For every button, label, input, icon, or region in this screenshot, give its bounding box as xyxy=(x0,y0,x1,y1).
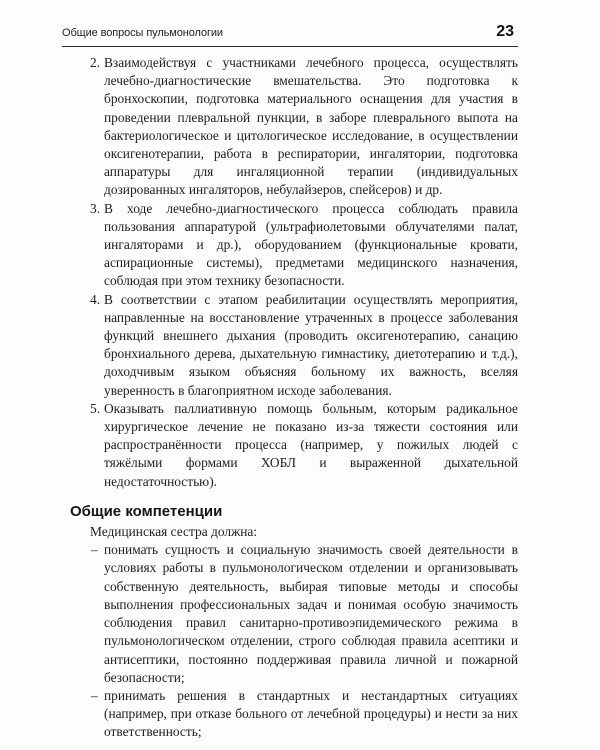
page-number: 23 xyxy=(496,23,514,40)
item-number: 2. xyxy=(90,55,101,70)
section-heading: Общие компетенции xyxy=(70,502,223,520)
item-text: понимать сущность и социальную значимость своей деятельности в условиях работы в пульмонологическом отделении и организовывать собственную деятельность, выбирая типовые методы и способы выполнения профессиональных задач и понимая особую значимость соблюдения правил санитарно-противоэпидемического режима в пульмонологическом отделении, строго соблюдая правила асептики и антисептики, постоянно поддерживая правила личной и пожарной безопасности; xyxy=(104,542,518,685)
list-item xyxy=(60,541,518,687)
dash-marker: – xyxy=(91,542,98,558)
dash-marker: – xyxy=(91,687,98,703)
item-text: В соответствии с этапом реабилитации осуществлять мероприятия, направленные на восстановление утраченных в процессе заболевания функций внешнего дыхания (проводить оксигенотерапию, санацию бронхиального дерева, дыхательную гимнастику, диетотерапию и т.д.), доходчивым языком объясняя больному их важность, вселяя уверенность в благоприятном исходе заболевания. xyxy=(104,291,518,398)
section-intro: Медицинская сестра должна: xyxy=(90,524,258,540)
item-text: Оказывать паллиативную помощь больным, которым радикальное хирургическое лечение не показано из-за тяжести состояния или распространённости процесса (например, у пожилых людей с тяжёлыми формами ХОБЛ и выраженной дыхательной недостаточностью). xyxy=(104,400,518,489)
item-number: 3. xyxy=(90,200,101,216)
item-text: Взаимодействуя с участниками лечебного процесса, осуществлять лечебно-диагностические вмешательства. Это подготовка к бронхоскопии, подготовка материального оснащения для участия в проведении плевральной пункции, в заборе плеврального выпота на бактериологическое и цитологическое исследование, в осуществлении оксигенотерапии, работа в респиратории, ингалятории, подготовка аппаратуры для ингаляционной терапии (индивидуальных дозированных ингаляторов, небулайзеров, спейсеров) и др. xyxy=(104,55,518,198)
item-number: 4. xyxy=(90,291,101,307)
list-item xyxy=(60,200,518,291)
list-item xyxy=(60,400,518,491)
item-text: В ходе лечебно-диагностического процесса соблюдать правила пользования аппаратурой (ультрафиолетовыми облучателями палат, ингаляторами и др.), оборудованием (функциональные кровати, аспирационные системы), предметами медицинского назначения, соблюдая при этом технику безопасности. xyxy=(104,200,518,289)
item-number: 5. xyxy=(90,400,101,416)
list-item xyxy=(60,687,518,742)
page-body xyxy=(60,54,518,742)
competency-list xyxy=(60,541,518,741)
running-header xyxy=(62,22,518,47)
item-text: принимать решения в стандартных и нестандартных ситуациях (например, при отказе больного от лечебной процедуры) и нести за них ответственность; xyxy=(104,687,518,740)
task-list xyxy=(60,54,518,491)
running-title: Общие вопросы пульмонологии xyxy=(62,27,223,39)
list-item xyxy=(60,54,518,200)
list-item xyxy=(60,291,518,400)
